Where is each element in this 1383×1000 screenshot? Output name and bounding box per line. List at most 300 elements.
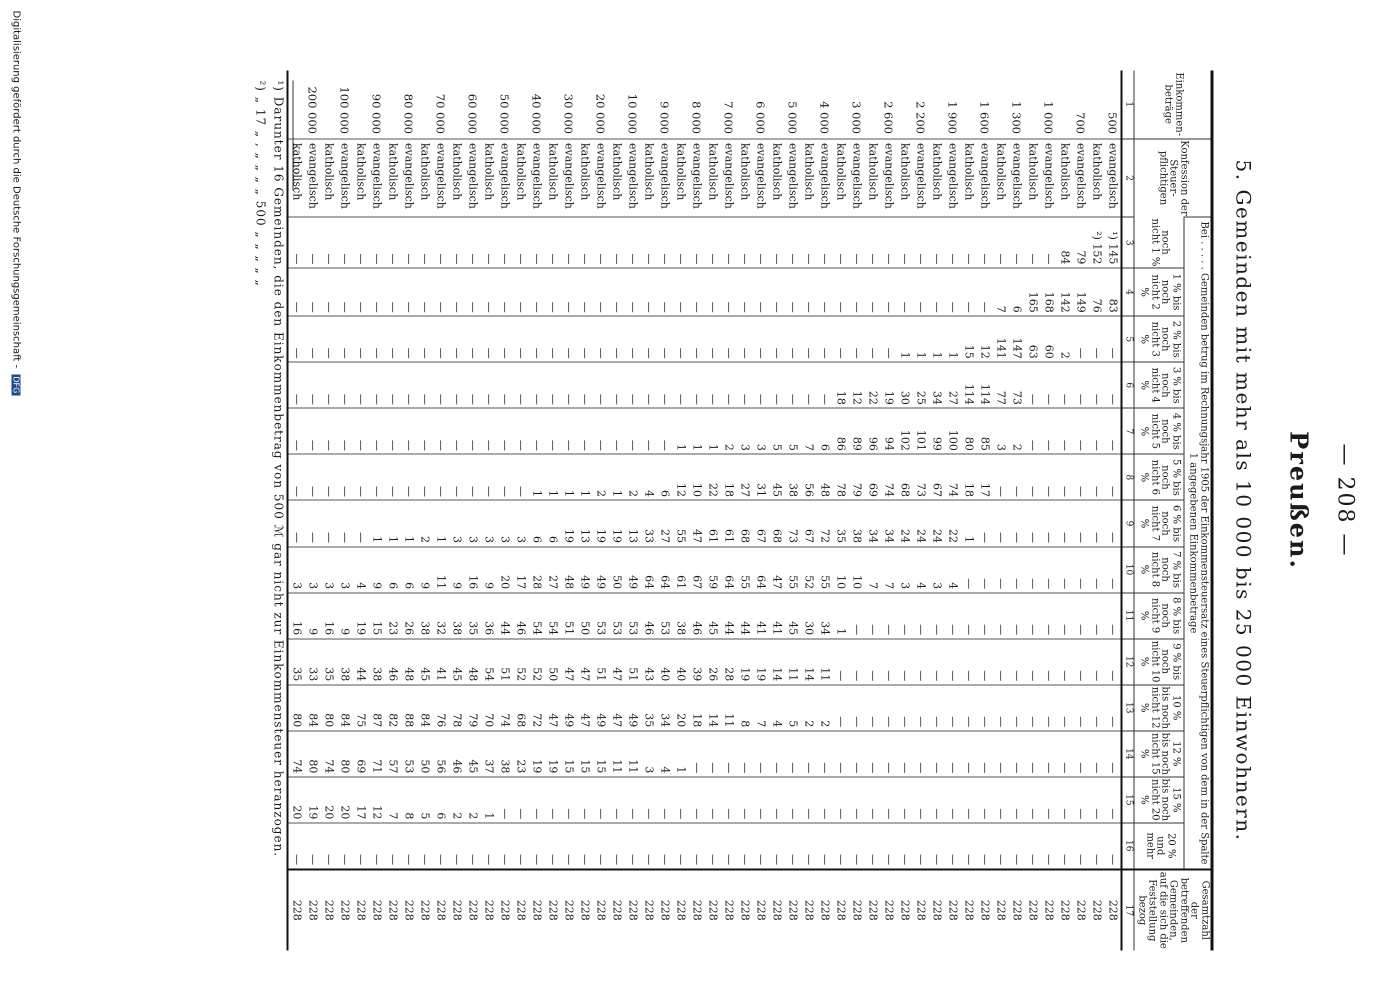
cell-amount: 1 900 <box>945 100 960 134</box>
cell-count: — <box>688 362 704 408</box>
cell-total: 228 <box>1024 869 1040 950</box>
table-row <box>1088 70 1104 950</box>
cell-count: 9 <box>480 546 496 592</box>
cell-count: — <box>1072 638 1088 684</box>
cell-count: ¹) 145 <box>1104 217 1121 267</box>
cell-count: — <box>1040 684 1056 730</box>
cell-count: — <box>1056 362 1072 408</box>
table-row <box>640 70 656 950</box>
cell-confession: katholisch <box>448 138 464 217</box>
cell-count: — <box>624 776 640 822</box>
cell-confession: katholisch <box>672 138 688 217</box>
cell-count: — <box>1104 822 1121 868</box>
cell-total: 228 <box>912 869 928 950</box>
cell-count: — <box>736 267 752 315</box>
cell-count: — <box>560 408 576 454</box>
cell-count: — <box>944 776 960 822</box>
cell-count: 37 <box>480 730 496 776</box>
cell-total: 228 <box>960 869 976 950</box>
cell-count: 96 <box>864 408 880 454</box>
cell-count: 7 <box>384 776 400 822</box>
cell-count: 19 <box>880 362 896 408</box>
footnote-1: ¹) Darunter 16 Gemeinden, die den Einkommenbetrag von 500 ℳ gar nicht zur Einkommensteuer heranzogen. <box>271 80 285 857</box>
cell-count: — <box>448 267 464 315</box>
header-rate-6: 5 % bis noch nicht 6 % <box>1134 454 1184 500</box>
cell-count: — <box>1056 546 1072 592</box>
cell-count: — <box>912 730 928 776</box>
cell-count: — <box>736 217 752 267</box>
cell-count: — <box>688 316 704 362</box>
cell-amount: 2 600 <box>881 100 896 134</box>
cell-count: — <box>784 730 800 776</box>
cell-confession: evangelisch <box>656 138 672 217</box>
cell-count: — <box>832 684 848 730</box>
table-row <box>592 70 608 950</box>
cell-count: — <box>1104 408 1121 454</box>
cell-count: — <box>816 730 832 776</box>
cell-count: — <box>992 454 1008 500</box>
cell-count: — <box>752 362 768 408</box>
cell-count: 50 <box>544 638 560 684</box>
column-index-15: 15 <box>1121 776 1134 822</box>
cell-count: 26 <box>704 638 720 684</box>
cell-count: 80 <box>960 408 976 454</box>
cell-confession: katholisch <box>320 138 336 217</box>
table-row <box>672 70 688 950</box>
table-row <box>287 70 304 950</box>
cell-count: 1 <box>576 454 592 500</box>
cell-count: 46 <box>512 592 528 638</box>
cell-confession: katholisch <box>832 138 848 217</box>
cell-count: — <box>896 592 912 638</box>
cell-count: — <box>1040 776 1056 822</box>
cell-amount: 60 000 <box>465 93 480 134</box>
cell-count: 38 <box>336 638 352 684</box>
header-rate-2: 1 % bis noch nicht 2 % <box>1134 267 1184 315</box>
cell-count: — <box>400 454 416 500</box>
cell-count: 48 <box>464 638 480 684</box>
cell-count: 3 <box>736 408 752 454</box>
cell-count: — <box>976 500 992 546</box>
cell-count: — <box>560 822 576 868</box>
cell-count: — <box>576 776 592 822</box>
cell-count: — <box>1024 822 1040 868</box>
cell-count: — <box>704 316 720 362</box>
cell-count: 12 <box>672 454 688 500</box>
cell-count: — <box>1056 454 1072 500</box>
cell-count: — <box>784 822 800 868</box>
column-index-3: 3 <box>1121 217 1134 267</box>
cell-count: — <box>1072 362 1088 408</box>
cell-count: — <box>592 267 608 315</box>
cell-count: — <box>432 267 448 315</box>
cell-count: 47 <box>544 684 560 730</box>
cell-amount <box>1056 70 1072 138</box>
cell-count: — <box>624 408 640 454</box>
cell-count: 3 <box>287 546 304 592</box>
cell-count: — <box>896 684 912 730</box>
cell-count: — <box>992 217 1008 267</box>
cell-count: — <box>656 408 672 454</box>
table-row <box>992 70 1008 950</box>
cell-count: — <box>768 776 784 822</box>
cell-count: — <box>928 217 944 267</box>
cell-count: — <box>544 362 560 408</box>
cell-count: — <box>528 776 544 822</box>
cell-count: — <box>864 776 880 822</box>
cell-count: — <box>1104 776 1121 822</box>
cell-count: — <box>832 776 848 822</box>
cell-count: 8 <box>736 684 752 730</box>
table-row <box>432 70 448 950</box>
cell-amount <box>480 70 496 138</box>
cell-count: — <box>1024 217 1040 267</box>
cell-count: 49 <box>624 684 640 730</box>
table-row <box>448 70 464 950</box>
cell-count: — <box>640 776 656 822</box>
cell-count: 85 <box>976 408 992 454</box>
cell-count: 2 <box>416 500 432 546</box>
cell-count: — <box>816 776 832 822</box>
cell-count: — <box>896 217 912 267</box>
cell-count: — <box>384 454 400 500</box>
cell-count: 1 <box>672 408 688 454</box>
cell-count: 6 <box>544 500 560 546</box>
cell-amount: 5 000 <box>785 100 800 134</box>
cell-count: — <box>1104 684 1121 730</box>
cell-total: 228 <box>768 869 784 950</box>
cell-count: — <box>816 362 832 408</box>
cell-count: 4 <box>656 730 672 776</box>
header-rate-7: 6 % bis noch nicht 7 % <box>1134 500 1184 546</box>
cell-count: 20 <box>336 776 352 822</box>
cell-count: 46 <box>384 638 400 684</box>
cell-count: 47 <box>768 546 784 592</box>
cell-count: — <box>304 408 320 454</box>
table-row <box>960 70 976 950</box>
cell-count: 47 <box>608 684 624 730</box>
cell-count: — <box>320 454 336 500</box>
cell-count: — <box>528 362 544 408</box>
cell-count: 71 <box>368 730 384 776</box>
cell-total: 228 <box>416 869 432 950</box>
cell-count: 49 <box>624 546 640 592</box>
table-row <box>384 70 400 950</box>
cell-count: 34 <box>928 362 944 408</box>
table-row <box>336 70 352 950</box>
table-row <box>464 70 480 950</box>
cell-count: — <box>384 267 400 315</box>
cell-count: — <box>832 316 848 362</box>
cell-confession: evangelisch <box>1072 138 1088 217</box>
header-group: Bei . . . . . Gemeinden betrug im Rechnungsjahr 1905 der Einkommensteuersatz eines Steuerpflichtigen von dem in der Spalte 1 angegebenen Einkommenbetrage <box>1184 217 1212 869</box>
cell-count: — <box>848 684 864 730</box>
cell-count: — <box>352 454 368 500</box>
cell-count: 76 <box>1088 267 1104 315</box>
cell-count: — <box>720 776 736 822</box>
cell-count: — <box>1008 684 1024 730</box>
cell-count: 52 <box>800 546 816 592</box>
table-row <box>832 70 848 950</box>
cell-count: — <box>864 730 880 776</box>
cell-count: 33 <box>304 638 320 684</box>
cell-count: 4 <box>640 454 656 500</box>
cell-count: — <box>640 362 656 408</box>
cell-count: 2 <box>592 454 608 500</box>
cell-count: — <box>656 362 672 408</box>
cell-count: — <box>1040 217 1056 267</box>
cell-count: — <box>976 776 992 822</box>
cell-count: — <box>1008 730 1024 776</box>
cell-count: 168 <box>1040 267 1056 315</box>
column-index-11: 11 <box>1121 592 1134 638</box>
cell-count: 4 <box>944 546 960 592</box>
cell-total: 228 <box>752 869 768 950</box>
header-amount: Einkommen-beträge <box>1134 70 1212 138</box>
cell-count: — <box>448 316 464 362</box>
cell-count: 22 <box>864 362 880 408</box>
cell-count: — <box>1088 592 1104 638</box>
cell-count: — <box>576 408 592 454</box>
table-row <box>720 70 736 950</box>
cell-count: — <box>624 822 640 868</box>
cell-count: — <box>880 776 896 822</box>
cell-count: — <box>320 362 336 408</box>
cell-count: — <box>287 362 304 408</box>
cell-count: — <box>1056 408 1072 454</box>
header-confession: Konfession der Steuer-pflichtigen <box>1134 138 1212 217</box>
cell-count: 60 <box>1040 316 1056 362</box>
cell-confession: katholisch <box>384 138 400 217</box>
cell-count: 38 <box>848 500 864 546</box>
cell-count: 14 <box>800 638 816 684</box>
table-row <box>576 70 592 950</box>
column-index-14: 14 <box>1121 730 1134 776</box>
cell-count: — <box>1040 546 1056 592</box>
cell-count: — <box>656 316 672 362</box>
cell-count: — <box>384 316 400 362</box>
cell-count: 27 <box>944 362 960 408</box>
cell-count: — <box>287 500 304 546</box>
cell-count: 11 <box>624 730 640 776</box>
cell-count: — <box>560 776 576 822</box>
cell-total: 228 <box>528 869 544 950</box>
cell-total: 228 <box>992 869 1008 950</box>
cell-count: — <box>800 316 816 362</box>
cell-count: — <box>432 362 448 408</box>
cell-count: — <box>1072 316 1088 362</box>
cell-count: — <box>816 217 832 267</box>
cell-count: 55 <box>784 546 800 592</box>
cell-count: 19 <box>560 500 576 546</box>
cell-confession: evangelisch <box>592 138 608 217</box>
cell-count: — <box>1072 592 1088 638</box>
cell-confession: evangelisch <box>1008 138 1024 217</box>
cell-count: — <box>704 267 720 315</box>
cell-count: 34 <box>816 592 832 638</box>
cell-amount: 700 <box>1073 111 1088 134</box>
cell-amount <box>896 70 912 138</box>
cell-count: 38 <box>416 592 432 638</box>
cell-count: — <box>896 822 912 868</box>
cell-count: — <box>640 408 656 454</box>
cell-count: — <box>880 592 896 638</box>
cell-count: — <box>1056 684 1072 730</box>
cell-count: — <box>1072 500 1088 546</box>
cell-count: — <box>1072 546 1088 592</box>
cell-count: — <box>880 267 896 315</box>
cell-count: 15 <box>560 730 576 776</box>
cell-count: 52 <box>528 638 544 684</box>
cell-count: — <box>784 217 800 267</box>
cell-count: — <box>336 454 352 500</box>
cell-count: 53 <box>656 592 672 638</box>
cell-count: 3 <box>512 500 528 546</box>
cell-amount: 3 000 <box>849 100 864 134</box>
cell-count: 84 <box>304 684 320 730</box>
cell-count: — <box>1088 316 1104 362</box>
cell-count: — <box>416 454 432 500</box>
table-row <box>1024 70 1040 950</box>
cell-count: — <box>800 776 816 822</box>
column-index-5: 5 <box>1121 316 1134 362</box>
table-row <box>912 70 928 950</box>
cell-count: — <box>976 730 992 776</box>
cell-count: — <box>576 316 592 362</box>
cell-count: — <box>656 776 672 822</box>
cell-count: — <box>832 638 848 684</box>
cell-count: — <box>336 362 352 408</box>
table-row <box>528 70 544 950</box>
cell-count: 13 <box>576 500 592 546</box>
cell-count: — <box>608 776 624 822</box>
cell-amount <box>704 70 720 138</box>
cell-count: 6 <box>400 546 416 592</box>
cell-count: — <box>1088 454 1104 500</box>
cell-confession: katholisch <box>1024 138 1040 217</box>
cell-count: 19 <box>304 776 320 822</box>
cell-count: 55 <box>816 546 832 592</box>
cell-count: 18 <box>720 454 736 500</box>
header-rate-10: 9 % bis noch nicht 10 % <box>1134 638 1184 684</box>
cell-count: — <box>320 822 336 868</box>
cell-count: 10 <box>848 546 864 592</box>
cell-amount <box>672 70 688 138</box>
cell-count: — <box>320 316 336 362</box>
cell-count: 31 <box>752 454 768 500</box>
cell-count: 94 <box>880 408 896 454</box>
cell-confession: katholisch <box>960 138 976 217</box>
cell-count: — <box>880 638 896 684</box>
cell-count: 26 <box>400 592 416 638</box>
cell-count: — <box>368 362 384 408</box>
cell-count: — <box>352 217 368 267</box>
column-index-8: 8 <box>1121 454 1134 500</box>
cell-count: — <box>704 217 720 267</box>
cell-count: 2 <box>720 408 736 454</box>
cell-count: — <box>1024 730 1040 776</box>
cell-count: — <box>896 267 912 315</box>
cell-count: — <box>752 217 768 267</box>
cell-confession: katholisch <box>480 138 496 217</box>
cell-count: 78 <box>448 684 464 730</box>
cell-count: 34 <box>880 500 896 546</box>
table-row <box>496 70 512 950</box>
table-subtitle: 5. Gemeinden mit mehr als 10 000 bis 25 000 Einwohnern. <box>1231 159 1255 841</box>
cell-count: 80 <box>304 730 320 776</box>
cell-count: 80 <box>336 730 352 776</box>
cell-count: 3 <box>448 500 464 546</box>
cell-count: — <box>1040 454 1056 500</box>
table-row <box>368 70 384 950</box>
cell-confession: katholisch <box>1056 138 1072 217</box>
cell-count: 11 <box>816 638 832 684</box>
cell-count: 79 <box>1072 217 1088 267</box>
cell-count: — <box>720 267 736 315</box>
cell-count: 24 <box>928 500 944 546</box>
cell-count: 68 <box>896 454 912 500</box>
cell-count: 101 <box>912 408 928 454</box>
cell-count: — <box>480 408 496 454</box>
cell-amount: 40 000 <box>529 93 544 134</box>
cell-count: 15 <box>576 730 592 776</box>
cell-amount <box>1088 70 1104 138</box>
cell-count: — <box>304 267 320 315</box>
cell-count: — <box>1088 822 1104 868</box>
cell-count: — <box>656 217 672 267</box>
cell-count: — <box>992 776 1008 822</box>
cell-count: — <box>512 408 528 454</box>
cell-count: — <box>704 362 720 408</box>
cell-count: 2 <box>448 776 464 822</box>
cell-count: 69 <box>864 454 880 500</box>
cell-count: — <box>544 822 560 868</box>
header-total: Gesamtzahl der betreffenden Gemeinden, auf die sich die Feststellung bezog <box>1134 869 1212 950</box>
cell-count: — <box>400 362 416 408</box>
cell-count: — <box>496 822 512 868</box>
cell-count: 68 <box>512 684 528 730</box>
cell-count: 3 <box>928 546 944 592</box>
cell-count: — <box>912 217 928 267</box>
cell-confession: evangelisch <box>688 138 704 217</box>
cell-count: — <box>448 822 464 868</box>
cell-count: 23 <box>512 730 528 776</box>
cell-count: 36 <box>480 592 496 638</box>
cell-count: — <box>608 316 624 362</box>
cell-count: — <box>1056 822 1072 868</box>
table-row <box>800 70 816 950</box>
table-row <box>1104 70 1121 950</box>
cell-count: — <box>352 500 368 546</box>
cell-confession: evangelisch <box>496 138 512 217</box>
cell-confession: evangelisch <box>560 138 576 217</box>
cell-count: — <box>656 267 672 315</box>
cell-count: — <box>287 454 304 500</box>
cell-amount <box>352 70 368 138</box>
cell-amount <box>544 70 560 138</box>
cell-amount: 4 000 <box>817 100 832 134</box>
cell-count: 55 <box>736 546 752 592</box>
cell-total: 228 <box>656 869 672 950</box>
cell-confession: katholisch <box>1088 138 1104 217</box>
cell-total: 228 <box>848 869 864 950</box>
table-row <box>1040 70 1056 950</box>
header-rate-1: noch nicht 1 % <box>1134 217 1184 267</box>
cell-count: — <box>992 730 1008 776</box>
cell-count: — <box>1104 730 1121 776</box>
cell-count: 24 <box>912 500 928 546</box>
cell-count: — <box>736 316 752 362</box>
